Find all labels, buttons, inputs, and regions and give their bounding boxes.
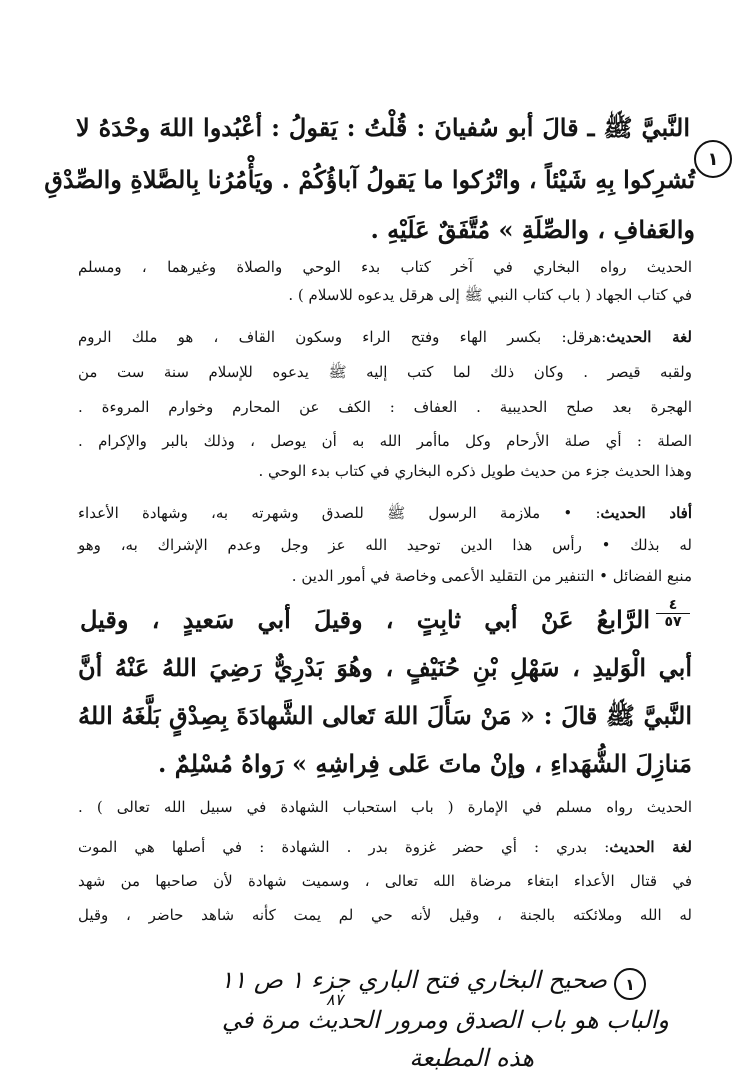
afada3-text-1: : • ملازمة الرسول ﷺ للصدق وشهرته به، وشهادة الأعداء [78,504,601,522]
lugha3-line-4: الصلة : أي صلة الأرحام وكل ماأمر الله به أن يوصل ، وذلك بالبر والإكرام . [78,432,692,450]
hadith3-line-3: والعَفافِ ، والصِّلَةِ » مُتَّفَقٌ عَلَيْهِ . [370,215,695,244]
source3-line-1: الحديث رواه البخاري في آخر كتاب بدء الوحي والصلاة وغيرهما ، ومسلم [78,258,692,276]
source4-line: الحديث رواه مسلم في الإمارة ( باب استحباب الشهادة في سبيل الله تعالى ) . [78,798,692,816]
source3-line-2: في كتاب الجهاد ( باب كتاب النبي ﷺ إلى هرقل يدعوه للاسلام ) . [288,286,692,304]
footnote-handwritten-line-1: صحيح البخاري فتح الباري جزء ١ ص ١١ [220,966,607,994]
hadith4-line-2: أبي الْوَليدِ ، سَهْلِ بْنِ حُنَيْفٍ ، وهُوَ بَدْرِيٌّ رَضِيَ اللهُ عَنْهُ أنَّ [78,653,692,682]
hadith4-number-bottom: ٥٧ [664,614,682,630]
hadith4-line-4: مَنازِلَ الشُّهَداءِ ، وإنْ ماتَ عَلى فِراشِهِ » رَواهُ مُسْلِمٌ . [158,749,692,778]
hadith3-line-2: تُشرِكوا بِهِ شَيْئاً ، واتْرُكوا ما يَقولُ آباؤُكُمْ . ويَأْمُرُنا بِالصَّلاةِ والصِّدْقِ [44,165,695,194]
hadith4-line-1: الرَّابعُ عَنْ أبي ثابِتٍ ، وقيلَ أبي سَعيدٍ ، وقيل [80,605,650,634]
lugha4-label: لغة الحديث [609,838,692,856]
lugha4-text-1: : بدري : أي حضر غزوة بدر . الشهادة : في أصلها هي الموت [78,838,610,856]
lugha4-line-2: في قتال الأعداء ابتغاء مرضاة الله تعالى ، وسميت شهادة لأن صاحبها من شهد [78,872,692,890]
lugha3-label: لغة الحديث [606,328,692,346]
afada3-line-3: منبع الفضائل • التنفير من التقليد الأعمى وخاصة في أمور الدين . [291,567,692,585]
footnote-circled-number: ١ [614,968,646,1000]
hadith4-number [656,598,690,629]
lugha3-line-3: الهجرة بعد صلح الحديبية . العفاف : الكف عن المحارم وخوارم المروءة . [78,398,692,416]
footnote-handwritten-line-3: هذه المطبعة [409,1044,534,1072]
lugha3-line-1 [78,324,692,350]
footnote-handwritten-line-2: والباب هو باب الصدق ومرور الحديث مرة في [221,1006,669,1034]
lugha4-line-3: له الله وملائكته بالجنة ، وقيل لأنه حي لم يمت كأنه شاهد حاضر ، وقيل [78,906,692,924]
lugha3-line-2: ولقبه قيصر . وكان ذلك لما كتب إليه ﷺ يدعوه للإسلام سنة ست من [78,363,692,381]
afada3-line-1 [78,500,692,526]
footnote-handwritten-volume: ٨٧ [326,990,344,1009]
lugha3-line-5: وهذا الحديث جزء من حديث طويل ذكره البخاري في كتاب بدء الوحي . [258,462,692,480]
lugha4-line-1 [78,834,692,860]
lugha3-text-1: :هرقل: بكسر الهاء وفتح الراء وسكون القاف ، هو ملك الروم [78,328,607,346]
hadith3-line-1: النَّبيَّ ﷺ ـ قالَ أبو سُفيانَ : قُلْتُ : يَقولُ : أعْبُدوا اللهَ وحْدَهُ لا [76,113,690,142]
hadith4-number-top: ٤ [668,597,678,613]
afada3-label: أفاد الحديث [600,504,692,522]
margin-circled-number: ١ [694,140,732,178]
hadith4-line-3: النَّبيَّ ﷺ قالَ : « مَنْ سَأَلَ اللهَ تَعالى الشَّهادَةَ بِصِدْقٍ بَلَّغَهُ اللهُ [78,701,692,730]
afada3-line-2: له بذلك • رأس هذا الدين توحيد الله عز وجل وعدم الإشراك به، وهو [78,536,692,554]
